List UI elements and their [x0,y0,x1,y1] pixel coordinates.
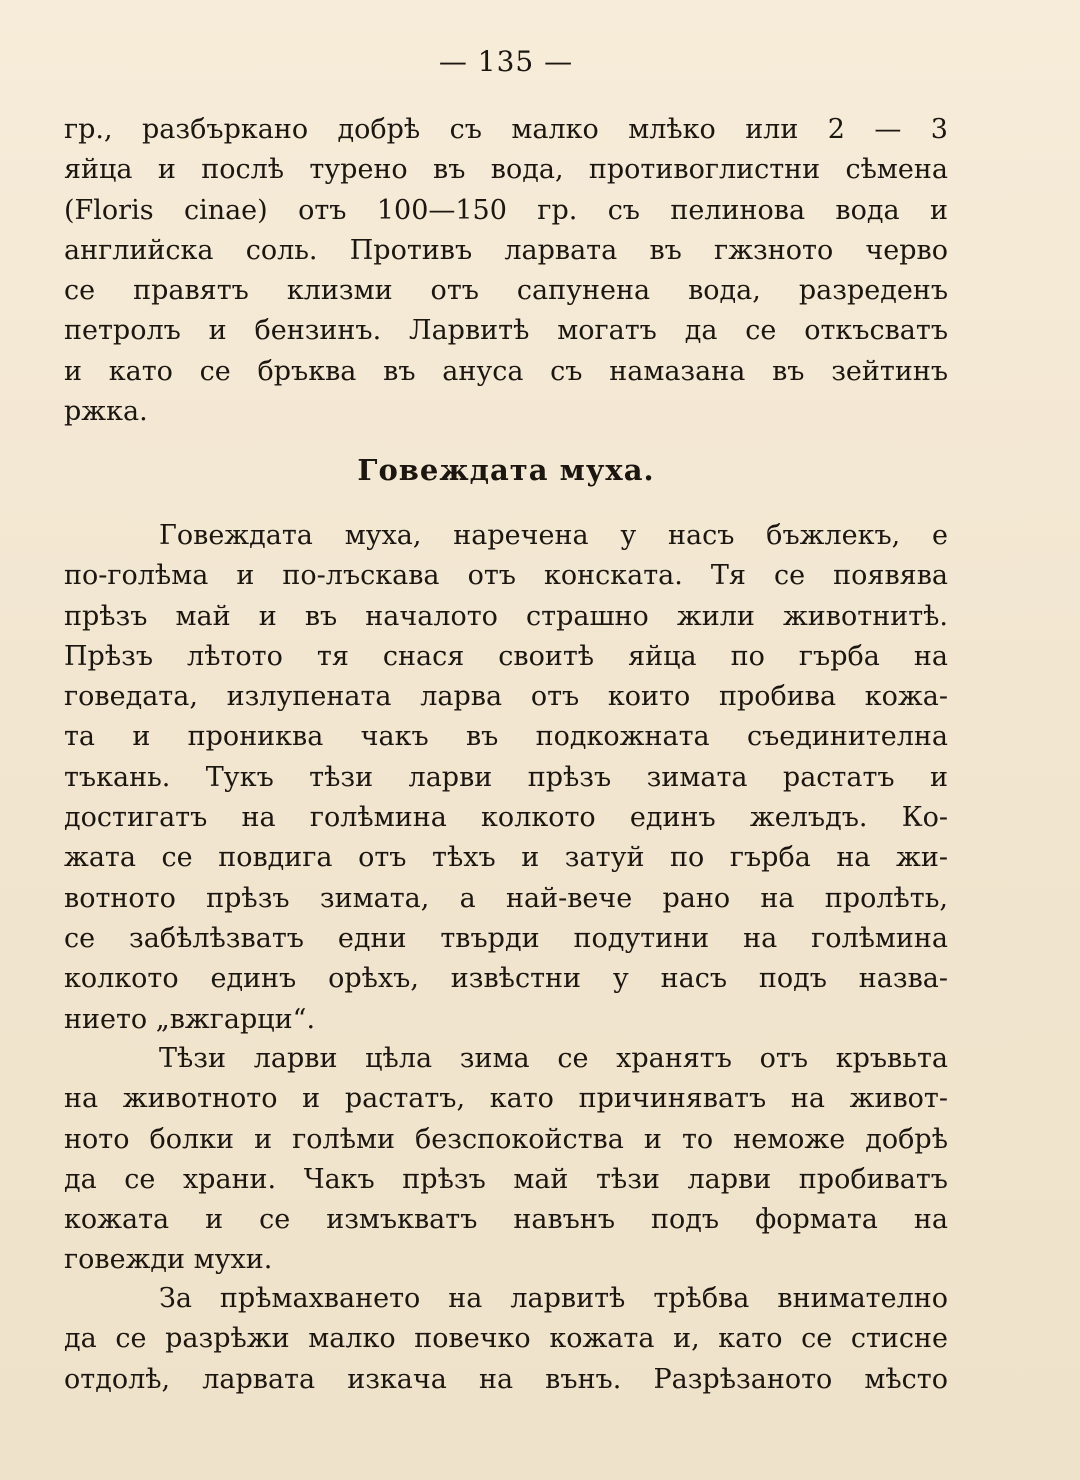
page-number: — 135 — [438,45,574,78]
text-line: се правятъ клизми отъ сапунена вода, разреденъ [64,275,948,307]
text-line: да се храни. Чакъ прѣзъ май тѣзи ларви пробиватъ [64,1163,948,1195]
text-line: нието „вжгарци“. [64,1003,316,1035]
text-line: вотното прѣзъ зимата, а най-вече рано на пролѣть, [64,882,948,914]
text-line: гр., разбъркано добрѣ съ малко млѣко или 2 — 3 [64,114,948,145]
text-line: жата се повдига отъ тѣхъ и затуй по гърба на жи- [64,842,948,874]
text-line: За прѣмахването на ларвитѣ трѣбва внимателно [159,1283,948,1314]
text-line: по-голѣма и по-лъскава отъ конската. Тя се появява [64,560,948,592]
text-line: та и прониква чакъ въ подкожната съединителна [64,721,948,753]
text-line: достигатъ на голѣмина колкото единъ желъдъ. Ко- [64,802,948,834]
text-line: говедата, излупената ларва отъ които пробива кожа- [64,681,948,713]
text-line: тъкань. Тукъ тѣзи ларви прѣзъ зимата растатъ и [64,761,948,793]
text-line: Прѣзъ лѣтото тя снася своитѣ яйца по гърба на [64,640,948,672]
text-line: и като се бръква въ ануса съ намазана въ зейтинъ [64,355,948,387]
text-line: Тѣзи ларви цѣла зима се хранятъ отъ кръвьта [159,1043,948,1074]
text-line: петролъ и бензинъ. Ларвитѣ могатъ да се откъсватъ [64,315,948,347]
text-line: ржка. [64,396,148,428]
text-line: Говеждата муха, наречена у насъ бъжлекъ, е [159,520,948,551]
text-line: да се разрѣжи малко повечко кожата и, като се стисне [64,1323,948,1355]
text-line: говежди мухи. [64,1244,273,1276]
paragraph-2 [64,516,948,1040]
paragraph-1 [64,110,948,432]
text-line: кожата и се измъкватъ навънъ подъ формата на [64,1204,948,1236]
text-line: прѣзъ май и въ началото страшно жили животнитѣ. [64,600,948,632]
paragraph-4 [64,1279,948,1400]
text-line: ното болки и голѣми безспокойства и то неможе добрѣ [64,1123,948,1155]
text-line: на животното и растатъ, като причиняватъ на живот- [64,1083,948,1115]
text-line: колкото единъ орѣхъ, извѣстни у насъ подъ назва- [64,963,948,995]
text-line: се забѣлѣзватъ едни твърди подутини на голѣмина [64,922,948,954]
text-line: английска соль. Противъ ларвата въ гжзното черво [64,234,948,266]
text-line: (Floris cinae) отъ 100—150 гр. съ пелинова вода и [64,194,948,226]
text-line: яйца и послѣ турено въ вода, противоглистни сѣмена [64,154,948,186]
paragraph-3 [64,1039,948,1281]
text-line: отдолѣ, ларвата изкача на вънъ. Разрѣзаното мѣсто [64,1363,948,1395]
section-heading: Говеждата муха. [357,453,655,487]
